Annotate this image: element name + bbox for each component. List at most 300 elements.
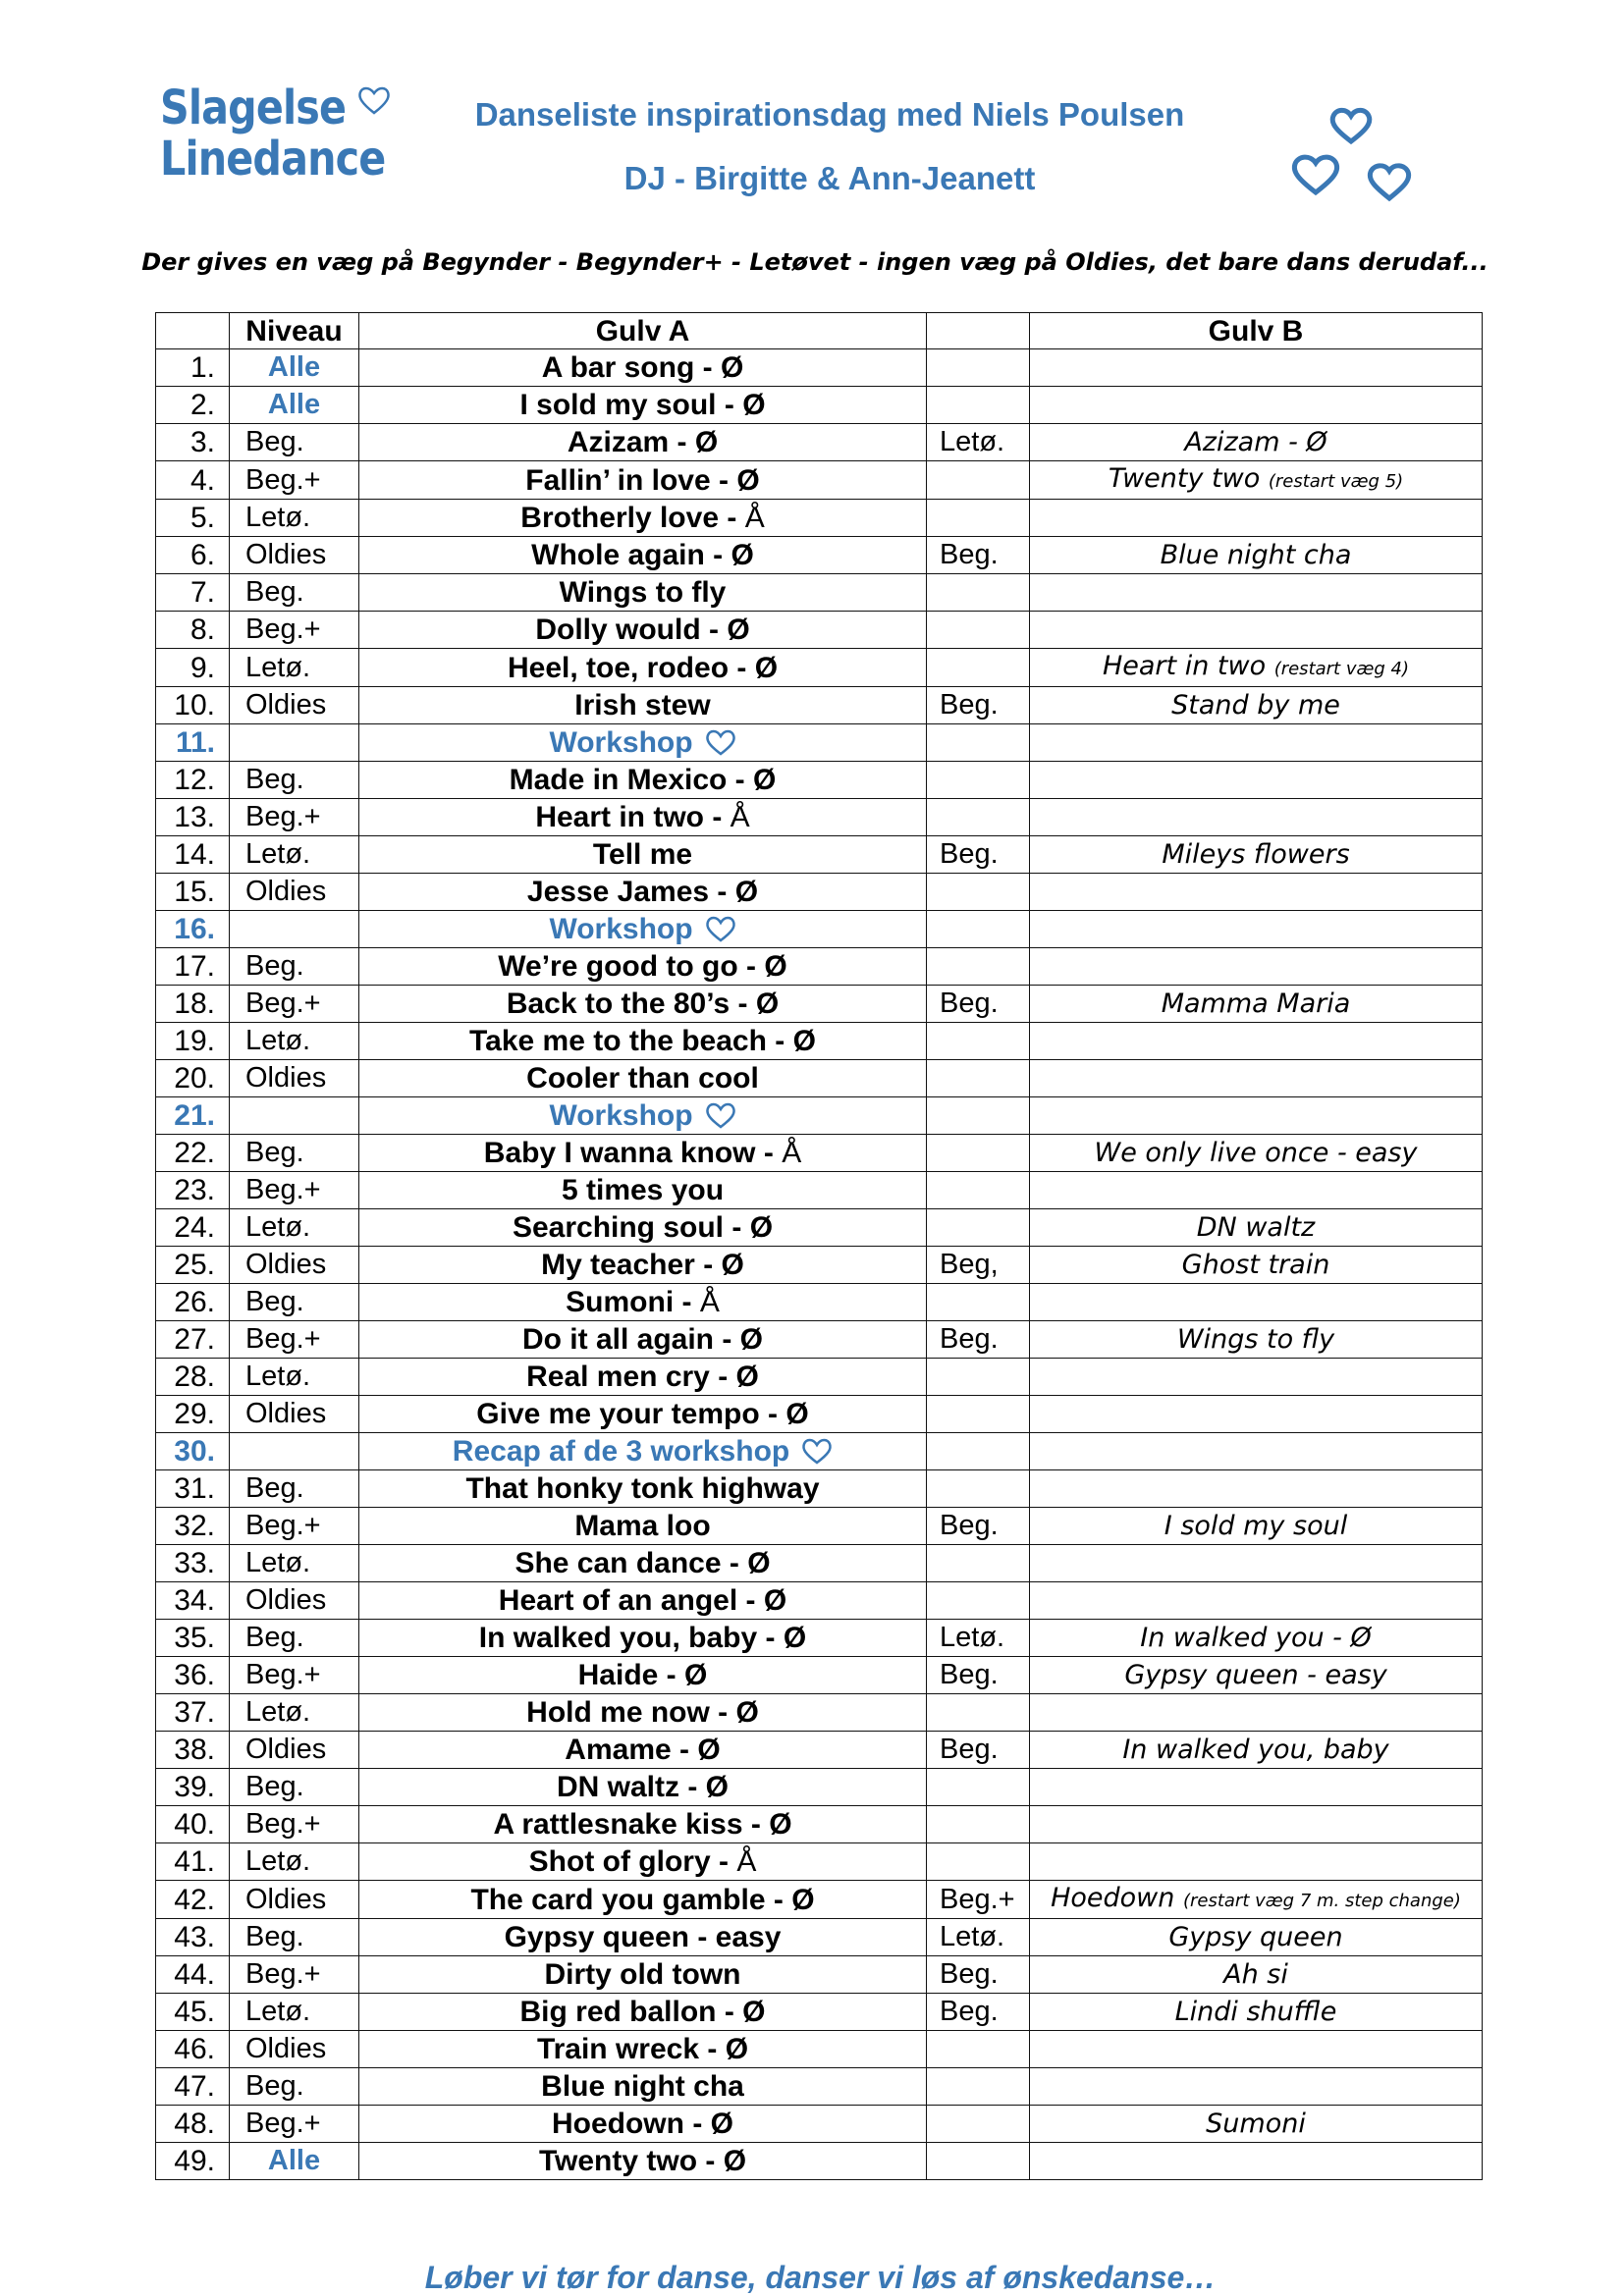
dance-symbol: Ø — [754, 651, 779, 684]
table-row — [156, 574, 1483, 612]
gulv-b-cell — [1030, 1620, 1483, 1657]
row-level: Beg.+ — [230, 1806, 359, 1843]
table-row — [156, 1881, 1483, 1919]
table-row — [156, 2068, 1483, 2106]
row-number: 31. — [156, 1470, 230, 1508]
table-row — [156, 799, 1483, 836]
dance-symbol: Ø — [791, 1883, 815, 1916]
row-level: Beg.+ — [230, 612, 359, 649]
separator: - — [710, 1845, 737, 1878]
gulv-b-cell — [1030, 500, 1483, 537]
row-level: Beg. — [230, 2068, 359, 2106]
gulv-b-level — [927, 1284, 1030, 1321]
gulv-a-cell — [359, 1956, 927, 1994]
row-number: 30. — [156, 1433, 230, 1470]
gulv-b-level — [927, 948, 1030, 986]
table-row — [156, 948, 1483, 986]
table-row — [156, 1956, 1483, 1994]
table-row — [156, 1396, 1483, 1433]
gulv-b-cell — [1030, 1396, 1483, 1433]
table-row — [156, 1769, 1483, 1806]
gulv-a-cell — [359, 1806, 927, 1843]
dance-name: Heart of an angel — [498, 1584, 738, 1617]
gulv-b-level — [927, 1806, 1030, 1843]
table-row — [156, 1582, 1483, 1620]
dance-name: Twenty two — [538, 2145, 698, 2177]
gulv-b-cell — [1030, 1097, 1483, 1135]
dance-name: Recap af de 3 workshop — [452, 1435, 790, 1468]
separator: - — [694, 1249, 722, 1281]
dance-symbol: Ø — [697, 1734, 721, 1766]
gulv-a-cell — [359, 836, 927, 874]
dance-name: Irish stew — [574, 689, 711, 721]
gulv-a-cell — [359, 799, 927, 836]
gulv-a-cell — [359, 1620, 927, 1657]
row-level: Beg. — [230, 1284, 359, 1321]
gulv-b-level: Letø. — [927, 1919, 1030, 1956]
gulv-a-cell — [359, 1545, 927, 1582]
dance-symbol: Ø — [764, 950, 787, 983]
gulv-b-cell — [1030, 1508, 1483, 1545]
dance-name: A rattlesnake kiss — [493, 1808, 743, 1841]
separator: - — [704, 801, 731, 833]
gulv-b-dance: Gypsy queen — [1168, 1922, 1343, 1952]
gulv-a-cell — [359, 1769, 927, 1806]
gulv-b-level — [927, 2106, 1030, 2143]
gulv-a-cell — [359, 2031, 927, 2068]
gulv-a-cell — [359, 911, 927, 948]
dance-symbol: Ø — [747, 1547, 771, 1579]
dance-symbol: Å — [736, 1845, 757, 1878]
dance-symbol: Ø — [710, 2108, 733, 2140]
row-level — [230, 1097, 359, 1135]
gulv-b-level — [927, 1172, 1030, 1209]
gulv-a-cell — [359, 874, 927, 911]
gulv-b-level: Beg. — [927, 1732, 1030, 1769]
gulv-a-cell — [359, 1247, 927, 1284]
dance-name: Give me your tempo — [476, 1398, 760, 1430]
gulv-b-level — [927, 349, 1030, 387]
gulv-a-cell — [359, 424, 927, 461]
gulv-a-cell — [359, 1321, 927, 1359]
table-row — [156, 1806, 1483, 1843]
table-row — [156, 1620, 1483, 1657]
gulv-b-level — [927, 2031, 1030, 2068]
dance-symbol: Ø — [769, 1808, 792, 1841]
gulv-b-level — [927, 574, 1030, 612]
gulv-b-dance: In walked you, baby — [1122, 1735, 1389, 1765]
dance-name: Do it all again — [521, 1323, 714, 1356]
dance-name: Gypsy queen - easy — [504, 1921, 782, 1953]
row-number: 45. — [156, 1994, 230, 2031]
header-gulv-a: Gulv A — [359, 313, 927, 349]
gulv-b-level — [927, 1843, 1030, 1881]
row-level: Beg.+ — [230, 1657, 359, 1694]
table-row — [156, 1732, 1483, 1769]
dance-symbol: Å — [730, 801, 750, 833]
gulv-b-cell — [1030, 2106, 1483, 2143]
row-level: Beg. — [230, 574, 359, 612]
gulv-b-level: Letø. — [927, 424, 1030, 461]
row-number: 10. — [156, 687, 230, 724]
row-number: 16. — [156, 911, 230, 948]
gulv-a-cell — [359, 2068, 927, 2106]
table-row — [156, 2031, 1483, 2068]
gulv-b-cell — [1030, 1060, 1483, 1097]
gulv-a-cell — [359, 687, 927, 724]
row-number: 48. — [156, 2106, 230, 2143]
table-row — [156, 1843, 1483, 1881]
table-row — [156, 1097, 1483, 1135]
separator: - — [716, 389, 743, 421]
row-number: 46. — [156, 2031, 230, 2068]
row-level: Alle — [230, 2143, 359, 2180]
gulv-a-cell — [359, 1843, 927, 1881]
gulv-a-cell — [359, 649, 927, 687]
row-number: 47. — [156, 2068, 230, 2106]
row-level: Beg. — [230, 948, 359, 986]
table-row — [156, 461, 1483, 500]
table-row — [156, 1172, 1483, 1209]
gulv-b-level: Beg.+ — [927, 1881, 1030, 1919]
separator: - — [759, 1398, 786, 1430]
gulv-a-cell — [359, 1433, 927, 1470]
dance-name: Tell me — [592, 838, 693, 871]
gulv-b-note: (restart væg 7 m. step change) — [1182, 1891, 1461, 1911]
row-number: 12. — [156, 762, 230, 799]
gulv-a-cell — [359, 1582, 927, 1620]
separator: - — [724, 1211, 750, 1244]
dance-name: That honky tonk highway — [465, 1472, 820, 1505]
gulv-b-level — [927, 1135, 1030, 1172]
row-number: 9. — [156, 649, 230, 687]
gulv-b-dance: Heart in two — [1102, 651, 1267, 681]
gulv-b-cell — [1030, 387, 1483, 424]
table-row — [156, 1508, 1483, 1545]
separator: - — [737, 1584, 764, 1617]
row-number: 15. — [156, 874, 230, 911]
gulv-b-cell — [1030, 1732, 1483, 1769]
row-level: Beg.+ — [230, 461, 359, 500]
table-row — [156, 911, 1483, 948]
gulv-b-cell — [1030, 911, 1483, 948]
separator: - — [709, 876, 735, 908]
dance-name: Heel, toe, rodeo — [507, 651, 730, 684]
row-number: 2. — [156, 387, 230, 424]
dance-symbol: Ø — [723, 2145, 747, 2177]
table-row — [156, 387, 1483, 424]
dance-name: Dolly would — [535, 614, 701, 646]
dj-line: DJ - Birgitte & Ann-Jeanett — [623, 160, 1036, 196]
row-level: Oldies — [230, 1732, 359, 1769]
row-number: 17. — [156, 948, 230, 986]
gulv-b-cell — [1030, 461, 1483, 500]
gulv-a-cell — [359, 461, 927, 500]
table-row — [156, 1470, 1483, 1508]
gulv-b-cell — [1030, 649, 1483, 687]
dance-symbol: Ø — [739, 1323, 764, 1356]
table-row — [156, 537, 1483, 574]
gulv-b-level: Beg, — [927, 1247, 1030, 1284]
row-level: Beg. — [230, 1470, 359, 1508]
table-row — [156, 1919, 1483, 1956]
row-level: Letø. — [230, 836, 359, 874]
dance-name: Azizam — [567, 426, 670, 458]
dance-symbol: Ø — [763, 1584, 787, 1617]
gulv-b-dance: We only live once - easy — [1094, 1138, 1418, 1168]
gulv-b-level: Beg. — [927, 1657, 1030, 1694]
gulv-b-level — [927, 911, 1030, 948]
hearts-icon — [1286, 96, 1434, 204]
gulv-b-cell — [1030, 1433, 1483, 1470]
separator: - — [742, 1808, 770, 1841]
gulv-b-cell — [1030, 687, 1483, 724]
table-row — [156, 687, 1483, 724]
gulv-b-cell — [1030, 2031, 1483, 2068]
separator: - — [710, 463, 737, 497]
row-level: Letø. — [230, 500, 359, 537]
gulv-b-cell — [1030, 836, 1483, 874]
gulv-b-dance: Mamma Maria — [1161, 988, 1351, 1019]
dance-name: She can dance — [514, 1547, 722, 1579]
dance-symbol: Ø — [749, 1211, 774, 1244]
row-number: 6. — [156, 537, 230, 574]
row-level: Beg.+ — [230, 2106, 359, 2143]
row-level: Beg. — [230, 1620, 359, 1657]
gulv-a-cell — [359, 1881, 927, 1919]
row-number: 1. — [156, 349, 230, 387]
table-row — [156, 1694, 1483, 1732]
dance-name: Amame — [565, 1734, 672, 1766]
row-level: Letø. — [230, 1545, 359, 1582]
gulv-b-level — [927, 387, 1030, 424]
row-level: Oldies — [230, 1396, 359, 1433]
gulv-a-cell — [359, 349, 927, 387]
dance-symbol: Ø — [731, 539, 754, 571]
gulv-b-cell — [1030, 1023, 1483, 1060]
gulv-b-dance: Mileys flowers — [1162, 839, 1350, 870]
gulv-b-level: Letø. — [927, 1620, 1030, 1657]
separator: - — [757, 1622, 784, 1654]
dance-name: Hoedown — [551, 2108, 684, 2140]
gulv-b-level — [927, 1023, 1030, 1060]
table-row — [156, 986, 1483, 1023]
header-niveau: Niveau — [230, 313, 359, 349]
gulv-b-cell — [1030, 1582, 1483, 1620]
row-level — [230, 1433, 359, 1470]
gulv-a-cell — [359, 948, 927, 986]
row-level: Letø. — [230, 649, 359, 687]
gulv-b-dance: Ghost train — [1181, 1250, 1330, 1280]
gulv-b-level: Beg. — [927, 986, 1030, 1023]
row-number: 3. — [156, 424, 230, 461]
dance-name: Fallin’ in love — [525, 463, 711, 497]
heart-icon — [705, 728, 736, 756]
table-row — [156, 612, 1483, 649]
gulv-b-dance: I sold my soul — [1164, 1511, 1348, 1541]
gulv-a-cell — [359, 1097, 927, 1135]
logo-text-slagelse: Slagelse — [160, 80, 347, 135]
dance-name: Baby I wanna know — [483, 1137, 756, 1169]
dance-name: DN waltz — [556, 1771, 679, 1803]
gulv-b-cell — [1030, 799, 1483, 836]
gulv-b-cell — [1030, 1247, 1483, 1284]
row-level: Beg. — [230, 424, 359, 461]
separator: - — [694, 351, 721, 384]
row-level: Alle — [230, 387, 359, 424]
separator: - — [716, 1996, 743, 2028]
gulv-b-level — [927, 1582, 1030, 1620]
row-number: 28. — [156, 1359, 230, 1396]
separator: - — [683, 2108, 711, 2140]
gulv-b-cell — [1030, 1694, 1483, 1732]
gulv-b-dance: Azizam - Ø — [1184, 427, 1327, 457]
gulv-a-cell — [359, 387, 927, 424]
row-number: 38. — [156, 1732, 230, 1769]
gulv-b-cell — [1030, 2143, 1483, 2180]
gulv-b-cell — [1030, 612, 1483, 649]
table-row — [156, 1023, 1483, 1060]
dance-name: Shot of glory — [528, 1845, 711, 1878]
gulv-b-dance: Ah si — [1223, 1959, 1288, 1990]
table-header-row — [156, 313, 1483, 349]
separator: - — [719, 502, 745, 534]
separator: - — [721, 1547, 748, 1579]
row-level: Alle — [230, 349, 359, 387]
row-level: Letø. — [230, 1209, 359, 1247]
dance-name: The card you gamble — [470, 1883, 766, 1916]
row-number: 25. — [156, 1247, 230, 1284]
dance-symbol: Ø — [785, 1398, 809, 1430]
gulv-b-dance: DN waltz — [1196, 1212, 1316, 1243]
dance-symbol: Å — [699, 1286, 720, 1318]
dance-symbol: Ø — [694, 426, 719, 458]
table-row — [156, 1657, 1483, 1694]
gulv-a-cell — [359, 1508, 927, 1545]
row-level: Beg.+ — [230, 1508, 359, 1545]
dance-name: Real men cry — [526, 1361, 710, 1393]
row-level: Letø. — [230, 1694, 359, 1732]
dance-symbol: Ø — [735, 1361, 759, 1393]
gulv-b-level — [927, 799, 1030, 836]
dance-symbol: Ø — [705, 1771, 730, 1803]
gulv-b-cell — [1030, 1881, 1483, 1919]
gulv-b-cell — [1030, 1135, 1483, 1172]
page-title: Danseliste inspirationsdag med Niels Poulsen — [474, 96, 1185, 133]
dance-name: Workshop — [549, 726, 693, 759]
row-level: Oldies — [230, 537, 359, 574]
table-row — [156, 649, 1483, 687]
row-level: Letø. — [230, 1994, 359, 2031]
gulv-b-cell — [1030, 948, 1483, 986]
gulv-b-cell — [1030, 1359, 1483, 1396]
gulv-b-cell — [1030, 1172, 1483, 1209]
row-level: Letø. — [230, 1359, 359, 1396]
gulv-a-cell — [359, 1060, 927, 1097]
gulv-b-cell — [1030, 1470, 1483, 1508]
separator: - — [709, 1361, 736, 1393]
row-number: 33. — [156, 1545, 230, 1582]
gulv-b-level — [927, 1396, 1030, 1433]
gulv-b-dance: Gypsy queen - easy — [1124, 1660, 1387, 1690]
gulv-a-cell — [359, 1732, 927, 1769]
dance-symbol: Ø — [735, 1696, 759, 1729]
separator: - — [730, 988, 756, 1020]
row-level: Beg.+ — [230, 1172, 359, 1209]
row-number: 27. — [156, 1321, 230, 1359]
row-level — [230, 724, 359, 762]
dance-name: 5 times you — [561, 1174, 725, 1206]
gulv-b-dance: Sumoni — [1206, 2109, 1306, 2139]
heart-icon — [357, 84, 391, 116]
separator: - — [699, 2033, 726, 2065]
gulv-a-cell — [359, 1657, 927, 1694]
separator: - — [704, 539, 731, 571]
gulv-a-cell — [359, 1135, 927, 1172]
gulv-b-level — [927, 724, 1030, 762]
row-number: 24. — [156, 1209, 230, 1247]
table-row — [156, 2106, 1483, 2143]
row-level: Oldies — [230, 1881, 359, 1919]
row-number: 23. — [156, 1172, 230, 1209]
row-number: 11. — [156, 724, 230, 762]
dance-symbol: Ø — [684, 1659, 708, 1691]
gulv-b-cell — [1030, 1994, 1483, 2031]
row-level: Oldies — [230, 1582, 359, 1620]
row-level: Oldies — [230, 2031, 359, 2068]
gulv-b-level — [927, 1769, 1030, 1806]
gulv-b-note: (restart væg 5) — [1268, 471, 1404, 492]
logo-text-linedance: Linedance — [160, 132, 386, 187]
row-number: 5. — [156, 500, 230, 537]
gulv-a-cell — [359, 1470, 927, 1508]
dance-symbol: Ø — [736, 463, 760, 497]
separator: - — [714, 1323, 740, 1356]
gulv-a-cell — [359, 500, 927, 537]
gulv-b-cell — [1030, 424, 1483, 461]
row-number: 34. — [156, 1582, 230, 1620]
dance-name: Searching soul — [512, 1211, 725, 1244]
gulv-b-level — [927, 1545, 1030, 1582]
dance-symbol: Ø — [734, 876, 759, 908]
dance-symbol: Å — [782, 1137, 802, 1169]
gulv-b-cell — [1030, 349, 1483, 387]
gulv-b-level — [927, 1470, 1030, 1508]
row-level: Beg. — [230, 1919, 359, 1956]
dance-symbol: Ø — [792, 1025, 816, 1057]
dance-name: Big red ballon — [519, 1996, 717, 2028]
dance-table — [155, 312, 1483, 2180]
table-row — [156, 1135, 1483, 1172]
row-number: 35. — [156, 1620, 230, 1657]
gulv-b-cell — [1030, 724, 1483, 762]
heart-icon — [705, 915, 736, 942]
gulv-b-cell — [1030, 1657, 1483, 1694]
separator: - — [671, 1734, 698, 1766]
table-row — [156, 1433, 1483, 1470]
row-level: Beg. — [230, 762, 359, 799]
dance-symbol: Ø — [755, 988, 780, 1020]
separator: - — [709, 1696, 736, 1729]
gulv-a-cell — [359, 1023, 927, 1060]
gulv-b-level: Beg. — [927, 687, 1030, 724]
gulv-a-cell — [359, 986, 927, 1023]
separator: - — [674, 1286, 700, 1318]
dance-symbol: Ø — [783, 1622, 807, 1654]
row-number: 39. — [156, 1769, 230, 1806]
table-row — [156, 1247, 1483, 1284]
gulv-a-cell — [359, 574, 927, 612]
